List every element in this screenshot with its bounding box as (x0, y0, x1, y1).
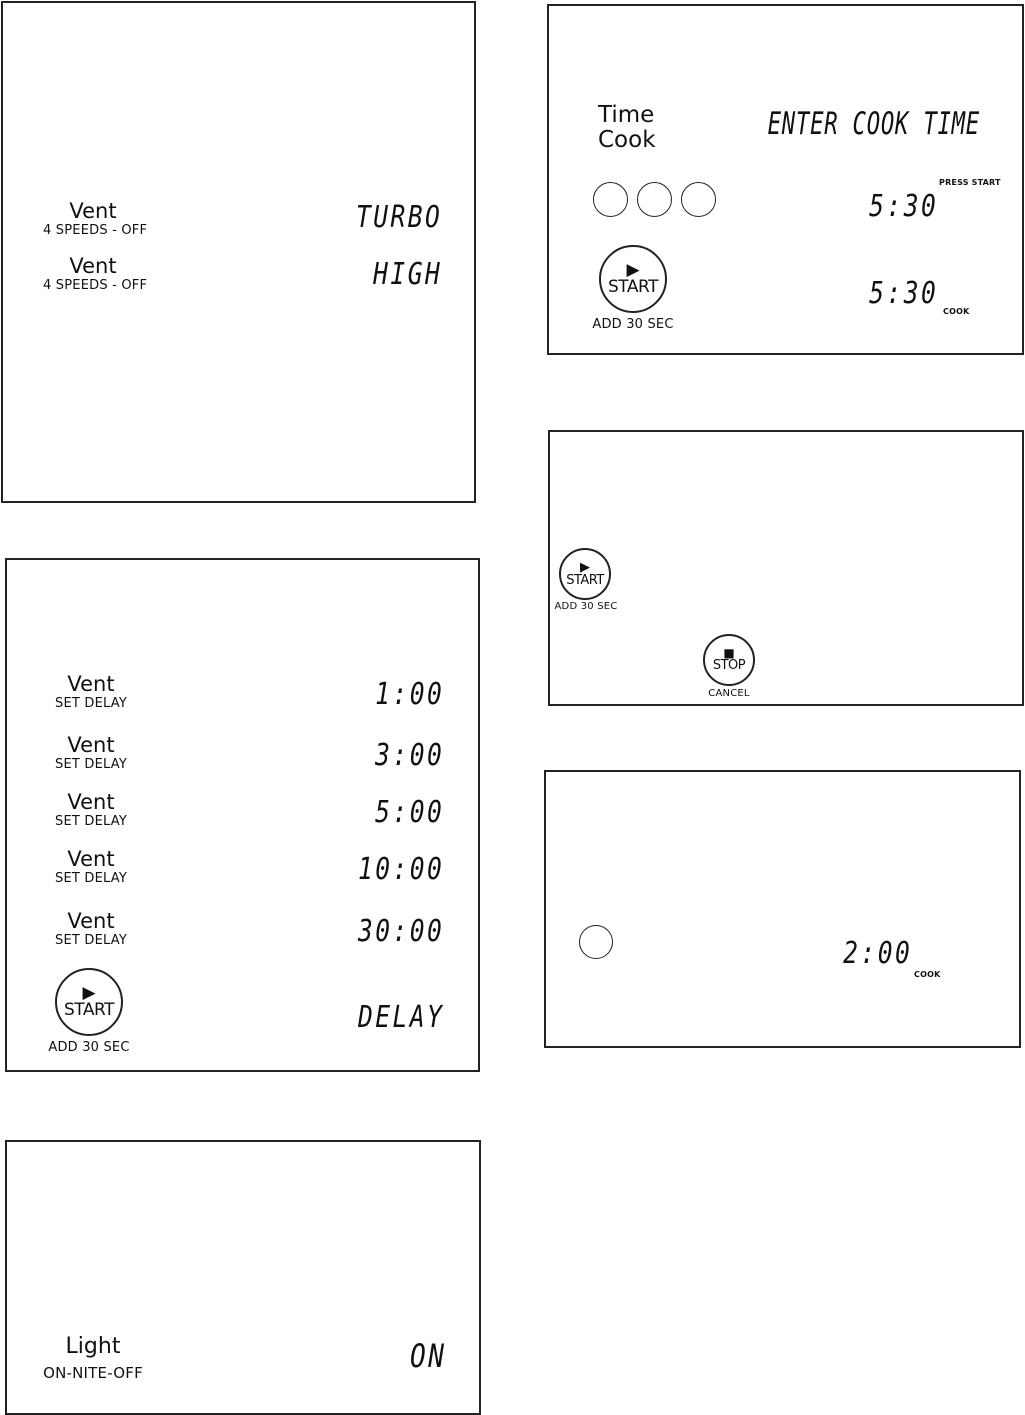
stop-button[interactable] (703, 634, 755, 686)
stop-button-label: STOP (712, 658, 746, 674)
number-key-button[interactable] (579, 925, 613, 959)
play-icon: ▶ (82, 982, 96, 1003)
cook-indicator: COOK (914, 970, 941, 979)
play-icon: ▶ (580, 559, 590, 575)
start-button-label: START (566, 572, 604, 588)
vent-button-sublabel: 4 SPEEDS - OFF (43, 223, 148, 238)
vent-button[interactable] (43, 254, 148, 294)
light-button-label: Light (65, 1334, 121, 1359)
vent-button[interactable] (43, 199, 148, 239)
vent-button-sublabel: SET DELAY (55, 814, 127, 829)
vent-button-label: Vent (69, 199, 117, 223)
stop-button-sublabel: CANCEL (708, 688, 750, 699)
vent-button-label: Vent (67, 672, 115, 696)
lcd-display-delay: DELAY (357, 1000, 444, 1035)
vent-button-sublabel: 4 SPEEDS - OFF (43, 278, 148, 293)
vent-button-sublabel: SET DELAY (55, 757, 127, 772)
vent-button-label: Vent (67, 909, 115, 933)
light-panel (5, 1140, 481, 1415)
lcd-display-prompt: ENTER COOK TIME (767, 106, 980, 142)
start-button-sublabel: ADD 30 SEC (554, 601, 618, 612)
start-button-label: START (64, 999, 114, 1020)
vent-button[interactable] (41, 909, 141, 949)
lcd-display-time: 2:00 (842, 936, 912, 971)
time-cook-label-line1: Time (598, 102, 655, 128)
lcd-display-delay-time: 3:00 (374, 738, 444, 773)
number-key-button[interactable] (637, 182, 672, 217)
press-start-indicator: PRESS START (939, 178, 1001, 187)
start-button-sublabel: ADD 30 SEC (48, 1040, 130, 1055)
light-button[interactable] (35, 1335, 151, 1383)
vent-button-sublabel: SET DELAY (55, 871, 127, 886)
lcd-display-time: 5:30 (868, 276, 938, 311)
lcd-display-turbo: TURBO (355, 200, 442, 235)
vent-button-sublabel: SET DELAY (55, 696, 127, 711)
start-button[interactable] (599, 245, 667, 313)
start-button[interactable] (55, 968, 123, 1036)
vent-button-label: Vent (67, 790, 115, 814)
lcd-display-light: ON (410, 1337, 447, 1375)
start-button-sublabel: ADD 30 SEC (592, 317, 674, 332)
vent-speed-panel (1, 1, 476, 503)
lcd-display-delay-time: 5:00 (374, 795, 444, 830)
time-cook-panel (547, 4, 1024, 355)
vent-button-label: Vent (67, 733, 115, 757)
start-stop-panel (548, 430, 1024, 706)
vent-button[interactable] (41, 733, 141, 773)
lcd-display-delay-time: 30:00 (357, 914, 444, 949)
start-button-label: START (608, 276, 658, 297)
vent-delay-panel (5, 558, 480, 1072)
start-button[interactable] (559, 548, 611, 600)
stop-icon: ■ (723, 646, 735, 661)
lcd-display-delay-time: 1:00 (374, 677, 444, 712)
vent-button-label: Vent (67, 847, 115, 871)
cook-indicator: COOK (943, 307, 970, 316)
cook-time-panel (544, 770, 1021, 1048)
number-key-button[interactable] (681, 182, 716, 217)
time-cook-button[interactable] (598, 103, 678, 153)
lcd-display-high: HIGH (372, 257, 442, 292)
vent-button-sublabel: SET DELAY (55, 933, 127, 948)
vent-button[interactable] (41, 790, 141, 830)
time-cook-label-line2: Cook (598, 127, 656, 153)
lcd-display-time: 5:30 (868, 189, 938, 224)
lcd-display-delay-time: 10:00 (357, 852, 444, 887)
light-button-sublabel: ON-NITE-OFF (43, 1364, 143, 1382)
vent-button-label: Vent (69, 254, 117, 278)
number-key-button[interactable] (593, 182, 628, 217)
vent-button[interactable] (41, 672, 141, 712)
play-icon: ▶ (626, 259, 640, 280)
vent-button[interactable] (41, 847, 141, 887)
